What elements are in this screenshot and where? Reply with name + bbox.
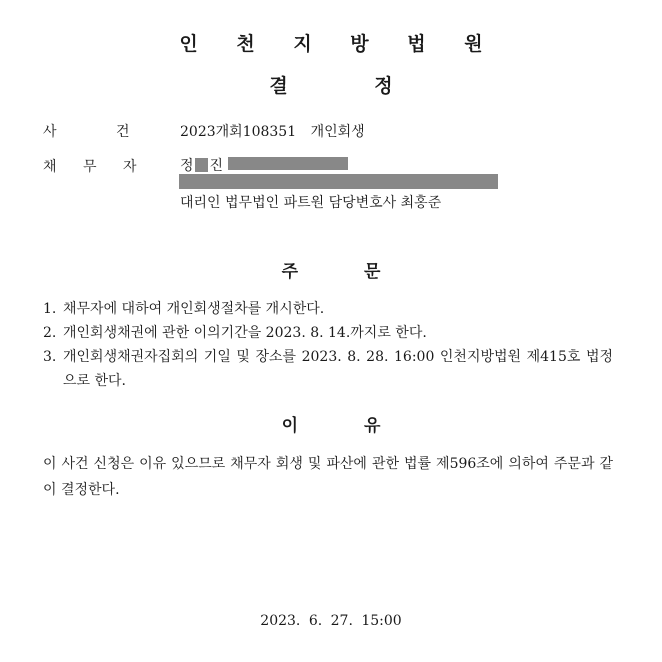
document-type-title: 결 정 (269, 75, 393, 97)
order-item-number: 1. (43, 301, 57, 317)
order-item-text: 개인회생채권에 관한 이의기간을 2023. 8. 14.까지로 한다. (63, 325, 427, 341)
redaction-bar (228, 157, 348, 170)
debtor-label: 채 무 자 (43, 159, 137, 175)
order-item-number: 3. (43, 349, 57, 365)
order-heading: 주 문 (281, 262, 381, 282)
court-name: 인 천 지 방 법 원 (179, 33, 499, 55)
debtor-name (180, 155, 223, 175)
case-number: 2023개회108351 개인회생 (180, 124, 365, 140)
order-item-text: 채무자에 대하여 개인회생절차를 개시한다. (63, 301, 325, 317)
order-item-number: 2. (43, 325, 57, 341)
debtor-name-first: 정 (180, 158, 194, 174)
decision-date: 2023. 6. 27. 15:00 (260, 613, 402, 629)
order-item (43, 345, 613, 393)
case-label: 사 건 (43, 124, 130, 140)
redaction-mark (195, 158, 208, 172)
order-item (43, 321, 613, 345)
reasons-text: 이 사건 신청은 이유 있으므로 채무자 회생 및 파산에 관한 법률 제596조에 의하여 주문과 같이 결정한다. (43, 456, 613, 498)
debtor-agent: 대리인 법무법인 파트원 담당변호사 최홍준 (180, 195, 442, 211)
order-item-text: 개인회생채권자집회의 기일 및 장소를 2023. 8. 28. 16:00 인천지방법원 제415호 법정으로 한다. (63, 349, 613, 389)
redaction-bar-address (179, 174, 498, 189)
order-list (43, 297, 613, 393)
debtor-name-last: 진 (209, 158, 224, 174)
order-item (43, 297, 613, 321)
reasons-heading: 이 유 (281, 416, 381, 436)
